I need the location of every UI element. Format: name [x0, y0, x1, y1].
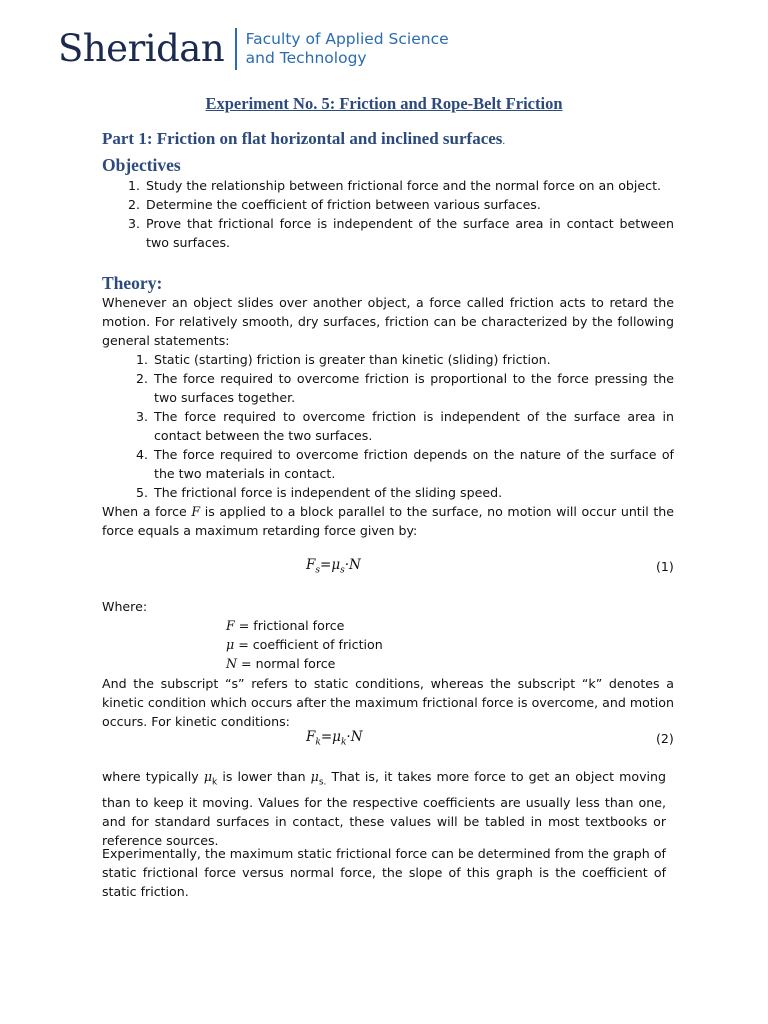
force-symbol: F [191, 504, 201, 519]
equation-2-number: (2) [656, 731, 674, 746]
part-heading [102, 129, 505, 149]
faculty-line-1: Faculty of Applied Science [245, 30, 449, 48]
sheridan-logo: Sheridan [58, 27, 225, 70]
theory-heading: Theory: [102, 273, 163, 293]
definition-text: = normal force [237, 656, 336, 671]
definitions-list [226, 616, 383, 673]
document-title: Experiment No. 5: Friction and Rope-Belt Friction [205, 94, 563, 113]
definition-item [226, 635, 383, 654]
mu-k-symbol: μ [203, 769, 213, 784]
eq2-equals: = [320, 729, 333, 745]
list-number: 3. [135, 409, 148, 424]
eq1-dot: · [344, 557, 350, 573]
list-number: 3. [127, 216, 140, 231]
list-item [135, 350, 674, 369]
list-text: Determine the coefficient of friction between various surfaces. [146, 197, 541, 212]
theory-list [135, 350, 674, 502]
part-heading-suffix: . [502, 135, 506, 147]
definition-text: = coefficient of friction [234, 637, 383, 652]
faculty-line-2: and Technology [245, 49, 367, 67]
typically-paragraph [102, 767, 666, 850]
list-text: Study the relationship between frictional force and the normal force on an object. [146, 178, 662, 193]
header [58, 26, 449, 72]
where-label: Where: [102, 599, 148, 614]
list-number: 4. [135, 447, 148, 462]
definition-symbol: F [226, 618, 235, 633]
list-item [135, 407, 674, 445]
experimentally-paragraph: Experimentally, the maximum static frictional force can be determined from the graph of static frictional force versus normal force, the slope of this graph is the coefficient of static friction. [102, 846, 666, 899]
eq2-lhs: F [306, 729, 316, 745]
theory-intro: Whenever an object slides over another object, a force called friction acts to retard the motion. For relatively smooth, dry surfaces, friction can be characterized by the following general statements: [102, 295, 674, 348]
mu-s-symbol: μ [310, 769, 319, 784]
eq2-rhs: N [350, 729, 363, 745]
list-text: Static (starting) friction is greater than kinetic (sliding) friction. [154, 352, 551, 367]
eq2-mu: μ [332, 729, 341, 745]
definition-text: = frictional force [234, 618, 345, 633]
definition-symbol: μ [226, 637, 235, 652]
subscript-paragraph: And the subscript “s” refers to static conditions, whereas the subscript “k” denotes a kinetic condition which occurs after the maximum frictional force is overcome, and motion occurs. For kinetic conditions: [102, 676, 674, 729]
list-item [127, 214, 674, 252]
list-item [135, 445, 674, 483]
eq2-dot: · [346, 729, 351, 745]
definition-item [226, 654, 383, 673]
part-heading-text: Part 1: Friction on flat horizontal and inclined surfaces [102, 129, 503, 148]
typically-post: That is, it takes more force to get an object moving than to keep it moving. Values for the respective coefficients are usually less than one, and for standard surfaces in contact, these values will be tabled in most textbooks or reference sources. [102, 769, 666, 848]
force-paragraph [102, 502, 674, 540]
list-text: The frictional force is independent of the sliding speed. [154, 485, 503, 500]
list-text: Prove that frictional force is independent of the surface area in contact between two surfaces. [146, 216, 674, 250]
objectives-heading: Objectives [102, 155, 181, 175]
mu-s-sub: s. [318, 777, 327, 788]
definition-symbol: N [226, 656, 238, 671]
equation-1 [306, 557, 361, 576]
eq1-lhs: F [306, 557, 316, 573]
list-item [127, 176, 674, 195]
list-number: 2. [127, 197, 140, 212]
list-text: The force required to overcome friction depends on the nature of the surface of the two materials in contact. [154, 447, 674, 481]
list-item [135, 369, 674, 407]
list-number: 5. [135, 485, 148, 500]
eq1-lhs-sub: s [315, 565, 320, 576]
eq1-equals: = [320, 557, 332, 573]
eq1-mu: μ [331, 557, 341, 573]
mu-k-sub: k [212, 777, 218, 788]
force-text-post: is applied to a block parallel to the surface, no motion will occur until the force equals a maximum retarding force given by: [102, 504, 675, 538]
list-number: 1. [127, 178, 140, 193]
force-text-pre: When a force [102, 504, 192, 519]
definition-item [226, 616, 383, 635]
typically-pre: where typically [102, 769, 204, 784]
logo-divider [235, 28, 237, 70]
list-number: 2. [135, 371, 148, 386]
eq1-rhs: N [349, 557, 361, 573]
eq2-lhs-sub: k [315, 737, 321, 748]
typically-mid: is lower than [217, 769, 311, 784]
equation-2 [306, 729, 363, 748]
list-item [127, 195, 674, 214]
eq2-mu-sub: k [340, 737, 347, 748]
list-text: The force required to overcome friction is proportional to the force pressing the two surfaces together. [154, 371, 674, 405]
list-text: The force required to overcome friction is independent of the surface area in contact between the two surfaces. [154, 409, 674, 443]
list-item [135, 483, 674, 502]
objectives-list [127, 176, 674, 252]
eq1-mu-sub: s [340, 565, 345, 576]
list-number: 1. [135, 352, 148, 367]
equation-1-number: (1) [656, 559, 674, 574]
faculty-name [246, 30, 449, 68]
